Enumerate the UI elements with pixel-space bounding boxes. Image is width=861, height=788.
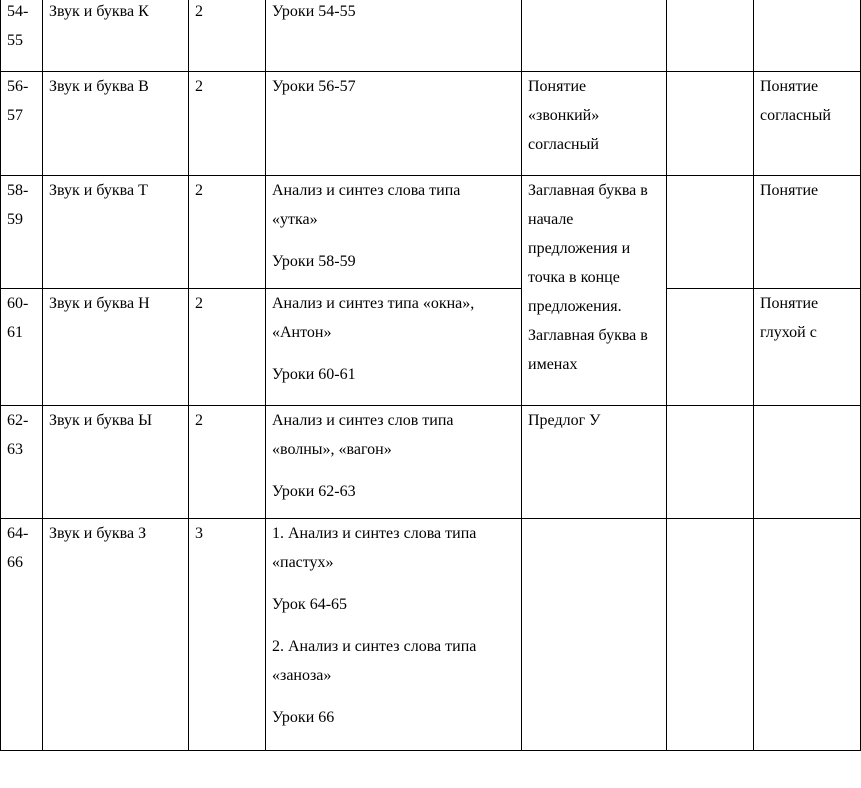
empty-cell <box>667 72 754 176</box>
concept-line: Предлог У <box>528 412 601 429</box>
topic-text: Звук и буква В <box>49 78 149 95</box>
topic-cell <box>43 176 189 289</box>
content-line: «заноза» <box>272 667 332 684</box>
content-line: «утка» <box>272 211 318 228</box>
hours-cell <box>189 289 266 406</box>
content-line: Урок 64-65 <box>272 596 348 613</box>
concept-line: начале <box>528 211 574 228</box>
content-line: Анализ и синтез слова типа <box>272 182 461 199</box>
lesson-number-cell <box>1 176 43 289</box>
lesson-number-line: 56- <box>7 78 29 95</box>
concept-line: именах <box>528 356 578 373</box>
extra-line: глухой с <box>760 324 817 341</box>
hours-text: 2 <box>195 182 203 199</box>
concept-line: Заглавная буква в <box>528 182 648 199</box>
lesson-number-cell <box>1 406 43 519</box>
table-row <box>1 72 861 176</box>
content-cell <box>266 0 522 72</box>
lesson-number-cell <box>1 72 43 176</box>
content-paragraph <box>272 176 515 234</box>
lesson-number-line: 63 <box>7 441 23 458</box>
lesson-number-line: 61 <box>7 324 23 341</box>
lesson-number-line: 54- <box>7 3 29 20</box>
table-row <box>1 176 861 289</box>
lesson-number-line: 55 <box>7 32 23 49</box>
content-line: Уроки 66 <box>272 709 335 726</box>
concept-line: согласный <box>528 136 599 153</box>
content-paragraph <box>272 289 515 347</box>
concept-cell <box>522 72 667 176</box>
lesson-number-line: 57 <box>7 107 23 124</box>
table-row <box>1 289 861 406</box>
content-cell <box>266 406 522 519</box>
extra-line: Понятие <box>760 182 819 199</box>
concept-cell <box>522 406 667 519</box>
content-line: «волны», «вагон» <box>272 441 392 458</box>
empty-cell <box>667 289 754 406</box>
extra-line: Понятие <box>760 295 819 312</box>
content-paragraph <box>272 247 515 276</box>
content-cell <box>266 72 522 176</box>
extra-cell <box>754 176 861 289</box>
hours-cell <box>189 72 266 176</box>
concept-line: предложения. <box>528 298 622 315</box>
content-line: Уроки 54-55 <box>272 3 356 20</box>
concept-line: предложения и <box>528 240 631 257</box>
topic-text: Звук и буква З <box>49 525 147 542</box>
empty-cell <box>667 176 754 289</box>
topic-cell <box>43 519 189 751</box>
hours-cell <box>189 519 266 751</box>
content-paragraph <box>272 72 515 101</box>
lesson-number-cell <box>1 0 43 72</box>
concept-line: Заглавная буква в <box>528 327 648 344</box>
content-paragraph <box>272 360 515 389</box>
content-paragraph <box>272 519 515 577</box>
lesson-number-line: 66 <box>7 554 23 571</box>
content-line: Уроки 62-63 <box>272 483 356 500</box>
lesson-number-cell <box>1 289 43 406</box>
hours-cell <box>189 406 266 519</box>
content-line: Анализ и синтез слов типа <box>272 412 454 429</box>
hours-text: 2 <box>195 3 203 20</box>
table-row <box>1 519 861 751</box>
concept-cell <box>522 176 667 406</box>
extra-cell <box>754 0 861 72</box>
extra-cell <box>754 72 861 176</box>
content-line: 1. Анализ и синтез слова типа <box>272 525 477 542</box>
content-paragraph <box>272 477 515 506</box>
content-line: «пастух» <box>272 554 334 571</box>
content-paragraph <box>272 590 515 619</box>
topic-cell <box>43 289 189 406</box>
hours-text: 2 <box>195 412 203 429</box>
table-row <box>1 0 861 72</box>
extra-cell <box>754 289 861 406</box>
topic-cell <box>43 406 189 519</box>
content-cell <box>266 176 522 289</box>
topic-text: Звук и буква К <box>49 3 149 20</box>
concept-line: точка в конце <box>528 269 620 286</box>
content-line: «Антон» <box>272 324 332 341</box>
lesson-number-line: 60- <box>7 295 29 312</box>
content-line: Анализ и синтез типа «окна», <box>272 295 475 312</box>
extra-line: согласный <box>760 107 831 124</box>
lesson-number-cell <box>1 519 43 751</box>
hours-text: 3 <box>195 525 203 542</box>
concept-cell <box>522 0 667 72</box>
empty-cell <box>667 0 754 72</box>
content-paragraph <box>272 0 515 26</box>
content-paragraph <box>272 703 515 732</box>
empty-cell <box>667 519 754 751</box>
hours-text: 2 <box>195 78 203 95</box>
hours-cell <box>189 176 266 289</box>
empty-cell <box>667 406 754 519</box>
content-paragraph <box>272 406 515 464</box>
content-cell <box>266 289 522 406</box>
hours-text: 2 <box>195 295 203 312</box>
content-paragraph <box>272 632 515 690</box>
concept-line: «звонкий» <box>528 107 600 124</box>
extra-cell <box>754 406 861 519</box>
content-line: Уроки 56-57 <box>272 78 356 95</box>
table-row <box>1 406 861 519</box>
hours-cell <box>189 0 266 72</box>
extra-cell <box>754 519 861 751</box>
content-line: 2. Анализ и синтез слова типа <box>272 638 477 655</box>
content-line: Уроки 58-59 <box>272 253 356 270</box>
content-cell <box>266 519 522 751</box>
lesson-number-line: 62- <box>7 412 29 429</box>
concept-cell <box>522 519 667 751</box>
content-line: Уроки 60-61 <box>272 366 356 383</box>
lesson-number-line: 59 <box>7 211 23 228</box>
concept-line: Понятие <box>528 78 587 95</box>
topic-text: Звук и буква Ы <box>49 412 153 429</box>
lesson-number-line: 64- <box>7 525 29 542</box>
topic-text: Звук и буква Т <box>49 182 148 199</box>
topic-cell <box>43 72 189 176</box>
topic-text: Звук и буква Н <box>49 295 150 312</box>
lesson-number-line: 58- <box>7 182 29 199</box>
topic-cell <box>43 0 189 72</box>
extra-line: Понятие <box>760 78 819 95</box>
